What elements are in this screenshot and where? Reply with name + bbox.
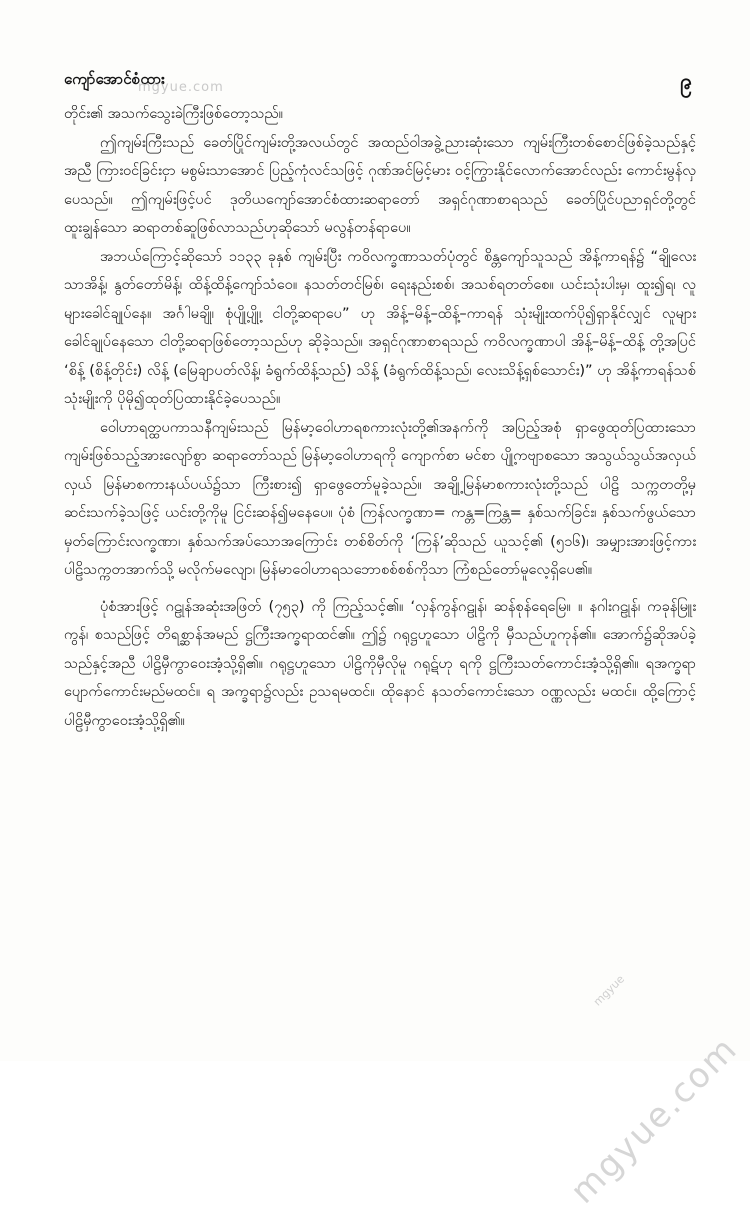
body-text xyxy=(64,100,696,1030)
paragraph-3: အဘယ်ကြောင့်ဆိုသော် ၁၁၃၃ ခုနှစ် ကျမ်းပြီး ကဝိလက္ခဏာသတ်ပုံတွင် စိန္တကျော်သူသည် အိန့်ကာရန်၌ “ချိုလေးသာအိန့်၊ နွတ်တော်မိန့်၊ ထိန့်ထိန့်ကျော်သံဝေ။ နသတ်တင်မြစ်၊ ရေးနည်းစစ်၊ အသစ်ရတတ်စေ။ ယင်းသုံးပါးမှ၊ ထူး၍ရ၊ လူများခေါင်ချုပ်နေ။ အင်္ဂါမချို၊ စုံပျို့ပျို့၊ ငါတို့ဆရာပေ” ဟု အိန့်–မိန့်–ထိန့်–ကာရန် သုံးမျိုးထက်ပို၍ရှာနိုင်လျှင် လူများခေါင်ချုပ်နေသော ငါတို့ဆရာဖြစ်တော့သည်ဟု ဆိုခဲ့သည်။ အရှင်ဂုဏာစာရသည် ကဝိလက္ခဏာပါ အိန့်–မိန့်–ထိန့် တို့အပြင် ‘စိန့် (စိန့်တိုင်း) လိန့် (မြေချာပတ်လိန့်၊ ခံရွက်ထိန့်သည်) သိန့် (ခံရွက်ထိန့်သည်၊ လေးသိန့်ရှစ်သောင်း)” ဟု အိန့်ကာရန်သစ်သုံးမျိုးကို ပိုမို၍ထုတ်ပြထားနိုင်ခဲ့ပေသည်။ xyxy=(64,247,696,407)
paragraph-2: ဤကျမ်းကြီးသည် ခေတ်ပြိုင်ကျမ်းတို့အလယ်တွင် အထည်ဝါအခွဲ့ညားဆုံးသော ကျမ်းကြီးတစ်စောင်ဖြစ်ခဲ့သည်နှင့်အညီ ကြားဝင်ခြင်းငှာ မစွမ်းသာအောင် ပြည့်ကုံလင်သဖြင့် ဂုဏ်အင်မြင့်မား ဝင့်ကြွားနိုင်လောက်အောင်လည်း ကောင်းမွန်လှပေသည်။ ဤကျမ်းဖြင့်ပင် ဒုတိယကျော်အောင်စံထားဆရာတော် အရှင်ဂုဏာစာရသည် ခေတ်ပြိုင်ပညာရှင်တို့တွင် ထူးချွန်သော ဆရာတစ်ဆူဖြစ်လာသည်ဟုဆိုသော် မလွန်တန်ရာပေ။ xyxy=(64,133,696,236)
watermark-corner: mgyue.com xyxy=(563,1028,746,1212)
paragraph-5: ပုံစံအားဖြင့် ဂဠုန်အဆုံးအဖြတ် (၇၅၃) ကို ကြည့်သင့်၏။ ‘လှန်ကွန်ဂဠုန်၊ ဆန်စုန်ရေမြေ။ ။ နဂါးဂဠုန်၊ ကခုန်မြူးကွန်၊ စသည်ဖြင့် တိရစ္ဆာန်အမည် ဋ္ဌကြီးအက္ခရာထင်၏။ ဤ၌ ဂရုဋ္ဌဟူသော ပါဠိကို မှီသည်ဟူကုန်၏။ အောက်၌ဆိုအပ်ခဲ့သည်နှင့်အညီ ပါဠိမှီကွာဝေးအံ့သို့ရှိ၏။ ဂရုဋ္ဌဟူသော ပါဠိကိုမှီလိုမူ ဂရုဋ်ဟု ရကို ဋ္ဌကြီးသတ်ကောင်းအံ့သို့ရှိ၏။ ရအက္ခရာပျောက်ကောင်းမည်မထင်။ ရ အက္ခရာ၌လည်း ဥသရမထင်။ ထိုနောင် နသတ်ကောင်းသော ဝဏ္ဏလည်း မထင်။ ထို့ကြောင့် ပါဠိမှီကွာဝေးအံ့သို့ရှိ၏။ xyxy=(64,597,696,729)
watermark-top: mgyue.com xyxy=(138,80,224,95)
paragraph-1: တိုင်း၏ အသက်သွေးခဲကြီးဖြစ်တော့သည်။ xyxy=(64,105,284,122)
running-head: ကျော်အောင်စံထား xyxy=(64,70,166,88)
paragraph-4: ဝေါဟာရတ္ထပကာသနီကျမ်းသည် မြန်မာ့ဝေါဟာရစကားလုံးတို့၏အနက်ကို အပြည့်အစုံ ရှာဖွေထုတ်ပြထားသော ကျမ်းဖြစ်သည့်အားလျော်စွာ ဆရာတော်သည် မြန်မာ့ဝေါဟာရကို ကျောက်စာ မင်စာ ပျို့ကဗျာစသော အသွယ်သွယ်အလှယ်လှယ် မြန်မာစကားနယ်ပယ်၌သာ ကြီးစား၍ ရှာဖွေတော်မူခဲ့သည်။ အချို့မြန်မာစကားလုံးတို့သည် ပါဠိ သက္ကတတို့မှ ဆင်းသက်ခဲ့သဖြင့် ယင်းတို့ကိုမူ ငြင်းဆန်၍မနေပေ။ ပုံစံ ကြန်လက္ခဏာ= ကန္တ=ကြန္တ= နှစ်သက်ခြင်း၊ နှစ်သက်ဖွယ်သော မှတ်ကြောင်းလက္ခဏာ၊ နှစ်သက်အပ်သောအကြောင်း တစ်စိတ်ကို ‘ကြန်’ဆိုသည် ယူသင့်၏ (၅၁၆)၊ အမျှားအားဖြင့်ကား ပါဠိသက္ကတအာက်သို့ မလိုက်မလျော၊ မြန်မာဝေါဟာရသဘောစစ်စစ်ကိုသာ ကြံစည်တော်မူလေ့ရှိပေ၏။ xyxy=(64,418,696,578)
watermark-corner-small: mgyue xyxy=(590,972,627,1009)
page-number: ၉ xyxy=(680,69,692,93)
